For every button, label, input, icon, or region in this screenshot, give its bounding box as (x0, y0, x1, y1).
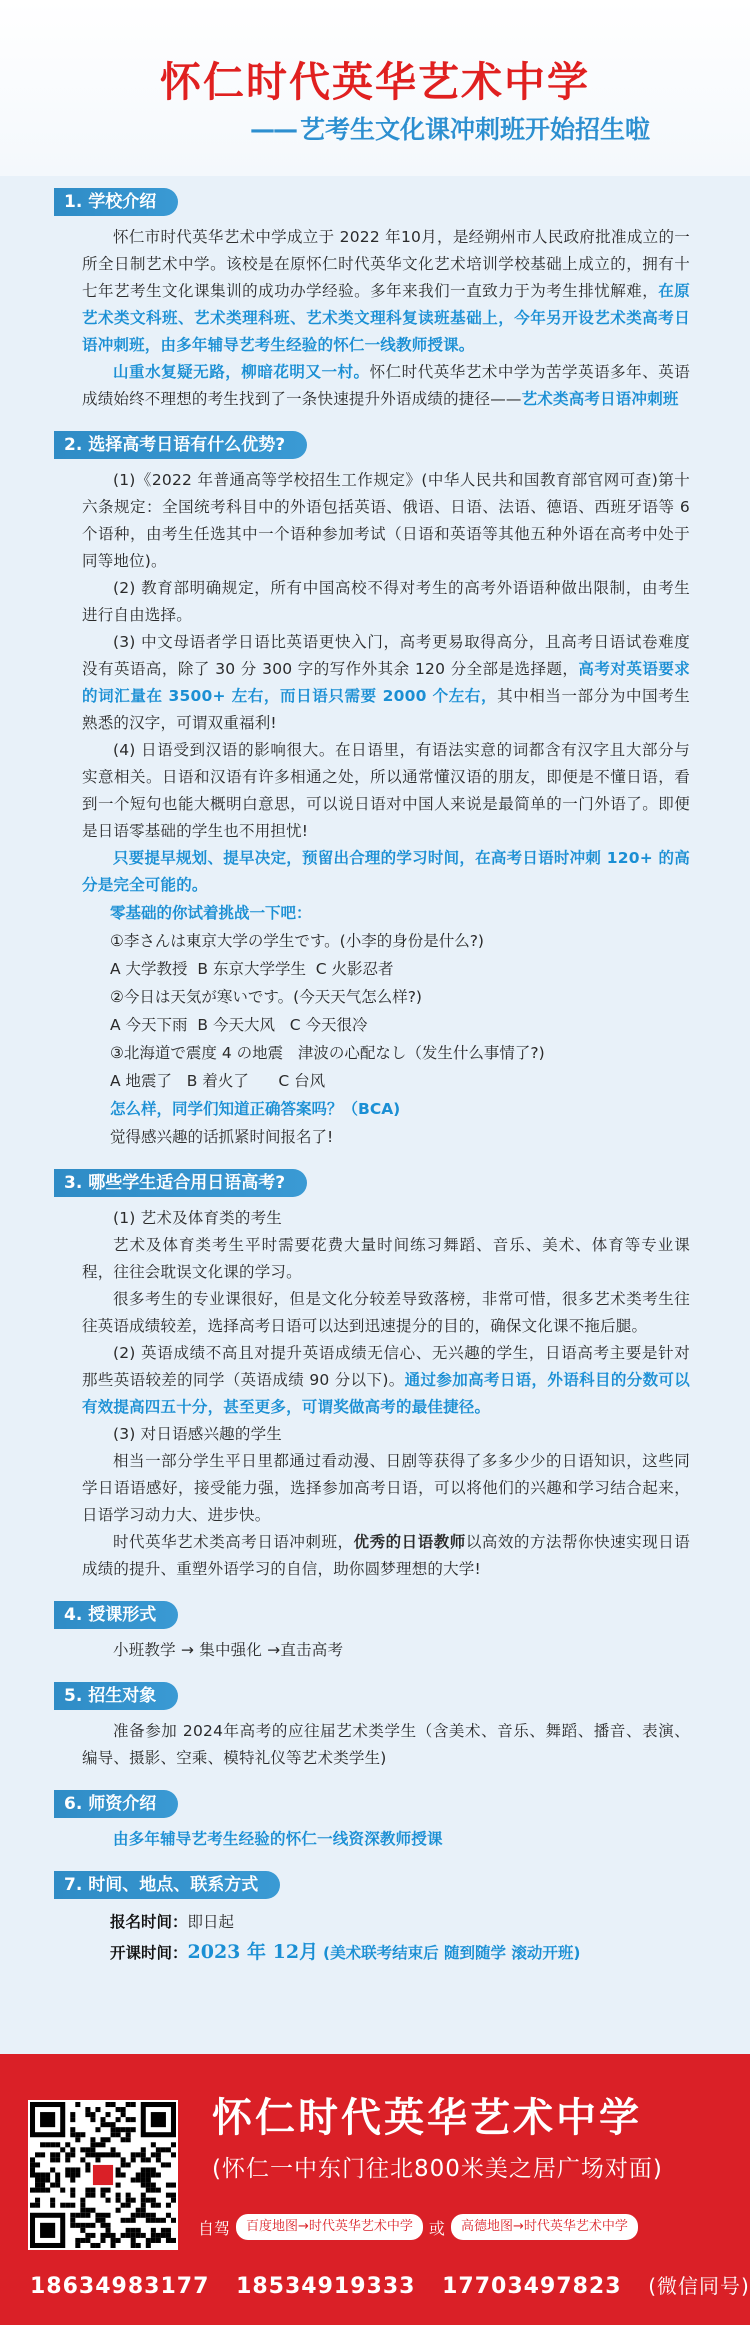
teachers-text: 由多年辅导艺考生经验的怀仁一线资深教师授课 (113, 1830, 443, 1848)
section-contact (54, 1871, 690, 1968)
section-suitable-students (54, 1169, 690, 1583)
suitable-5-text: 时代英华艺术类高考日语冲刺班， (113, 1533, 354, 1551)
registration-value: 即日起 (187, 1913, 235, 1931)
suitable-5-text-end: 以高效的方法帮你快速实现日语成绩的提升、重塑外语学习的自信，助你圆梦理想的大学! (82, 1533, 690, 1578)
course-start-note: (美术联考结束后 随到随学 滚动开班) (323, 1944, 581, 1962)
section-tag-1: 1. 学校介绍 (54, 188, 178, 216)
registration-time (110, 1907, 690, 1937)
course-start-label: 开课时间： (110, 1944, 188, 1962)
amap-route[interactable]: 高德地图→时代英华艺术中学 (451, 2214, 638, 2240)
advantage-1: (1)《2022 年普通高等学校招生工作规定》(中华人民共和国教育部官网可查)第十六条规定：全国统考科目中的外语包括英语、俄语、日语、法语、德语、西班牙语等 6 个语种，由考生任选其中一个语种参加考试（日语和英语等其他五种外语在高考中处于同等地位)。 (82, 471, 690, 570)
suitable-paragraph-2: 很多考生的专业课很好，但是文化分较差导致落榜，非常可惜，很多艺术类考生往往英语成绩较差，选择高考日语可以达到迅速提分的目的，确保文化课不拖后腿。 (82, 1290, 690, 1335)
subtitle-dash: —— (249, 115, 296, 144)
advantage-3-text: (3) 中文母语者学日语比英语更快入门，高考更易取得高分，且高考日语试卷难度没有英语高，除了 30 分 300 字的写作外其余 120 分全部是选择题， (82, 633, 690, 678)
suitable-3-text: (2) 英语成绩不高且对提升英语成绩无信心、无兴趣的学生，日语高考主要是针对那些英语较差的同学（英语成绩 90 分以下)。 (82, 1344, 690, 1389)
suitable-paragraph-4: 相当一部分学生平日里都通过看动漫、日剧等获得了多多少少的日语知识，这些同学日语语感好，接受能力强，选择参加高考日语，可以将他们的兴趣和学习结合起来，日语学习动力大、进步快。 (82, 1452, 690, 1524)
teaching-format-text: 小班教学 → 集中强化 →直击高考 (113, 1641, 344, 1659)
suitable-5-bold: 优秀的日语教师 (353, 1533, 466, 1551)
qr-code (28, 2100, 178, 2250)
section-tag-5: 5. 招生对象 (54, 1682, 178, 1710)
quiz-question-2: ②今日は天気が寒いです。(今天天气怎么样?) (110, 988, 422, 1006)
intro-highlight-3: 艺术类高考日语冲刺班 (521, 390, 679, 408)
advantage-5-highlight: 只要提早规划、提早决定，预留出合理的学习时间，在高考日语时冲刺 120+ 的高分是完全可能的。 (82, 849, 690, 894)
advantage-4: (4) 日语受到汉语的影响很大。在日语里，有语法实意的词都含有汉字且大部分与实意相关。日语和汉语有许多相通之处，所以通常懂汉语的朋友，即便是不懂日语，看到一个短句也能大概明白意思，可以说日语对中国人来说是最简单的一门外语了。即便是日语零基础的学生也不用担忧! (82, 741, 690, 840)
drive-label: 自驾 (198, 2218, 231, 2238)
quiz-end: 觉得感兴趣的话抓紧时间报名了! (110, 1128, 334, 1146)
phone-3[interactable]: 17703497823 (442, 2274, 622, 2299)
quiz-question-1: ①李さんは東京大学の学生です。(小李的身份是什么?) (110, 932, 484, 950)
suitable-paragraph-1: 艺术及体育类考生平时需要花费大量时间练习舞蹈、音乐、美术、体育等专业课程，往往会耽误文化课的学习。 (82, 1236, 690, 1281)
intro-highlight-2: 山重水复疑无路，柳暗花明又一村。 (113, 363, 370, 381)
section-tag-3: 3. 哪些学生适合用日语高考? (54, 1169, 307, 1197)
header (0, 0, 750, 176)
advantage-3 (82, 629, 690, 737)
section-teachers (54, 1790, 690, 1853)
suitable-3-highlight: 通过参加高考日语，外语科目的分数可以有效提高四五十分，甚至更多，可谓奖做高考的最佳捷径。 (82, 1371, 690, 1416)
course-start-time (110, 1937, 690, 1968)
phone-2[interactable]: 18534919333 (236, 2274, 416, 2299)
section-teaching-format (54, 1601, 690, 1664)
suitable-paragraph-5 (82, 1529, 690, 1583)
baidu-map-route[interactable]: 百度地图→时代英华艺术中学 (236, 2214, 423, 2240)
suitable-heading-1: (1) 艺术及体育类的考生 (113, 1209, 282, 1227)
section-tag-4: 4. 授课形式 (54, 1601, 178, 1629)
intro-paragraph-2 (82, 359, 690, 413)
intro-text: 怀仁市时代英华艺术中学成立于 2022 年10月，是经朔州市人民政府批准成立的一所全日制艺术中学。该校是在原怀仁时代英华文化艺术培训学校基础上成立的，拥有十七年艺考生文化课集训的成功办学经验。多年来我们一直致力于为考生排忧解难， (82, 228, 690, 300)
page-title: 怀仁时代英华艺术中学 (160, 58, 590, 106)
footer (0, 2054, 750, 2325)
content (0, 176, 750, 1968)
footer-school-name: 怀仁时代英华艺术中学 (212, 2095, 642, 2141)
quiz-answer-key: 怎么样，同学们知道正确答案吗？（BCA) (110, 1100, 401, 1118)
section-enrollment-target (54, 1682, 690, 1772)
page-subtitle (100, 117, 650, 142)
quiz-answer-2: A 今天下雨 B 今天大风 C 今天很冷 (110, 1016, 368, 1034)
qr-code-icon (30, 2102, 176, 2248)
intro-paragraph-1 (82, 224, 690, 359)
quiz-intro: 零基础的你试着挑战一下吧： (110, 904, 312, 922)
enrollment-target-text: 准备参加 2024年高考的应往届艺术类学生（含美术、音乐、舞蹈、播音、表演、编导、摄影、空乘、模特礼仪等艺术类学生) (82, 1722, 690, 1767)
phone-1[interactable]: 18634983177 (30, 2274, 210, 2299)
quiz-question-3: ③北海道で震度 4 の地震 津波の心配なし（发生什么事情了?) (110, 1044, 545, 1062)
or-label: 或 (428, 2218, 445, 2238)
wechat-note: (微信同号) (648, 2274, 750, 2298)
quiz-answer-1: A 大学教授 B 东京大学学生 C 火影忍者 (110, 960, 394, 978)
suitable-paragraph-3 (82, 1340, 690, 1421)
suitable-heading-3: (3) 对日语感兴趣的学生 (113, 1425, 282, 1443)
intro-highlight: 在原艺术类文科班、艺术类理科班、艺术类文理科复读班基础上，今年另开设艺术类高考日语冲刺班，由多年辅导艺考生经验的怀仁一线教师授课。 (82, 282, 691, 354)
section-tag-2: 2. 选择高考日语有什么优势? (54, 431, 307, 459)
section-tag-7: 7. 时间、地点、联系方式 (54, 1871, 280, 1899)
footer-navigation (198, 2214, 644, 2240)
section-japanese-advantages (54, 431, 690, 1151)
course-start-date: 2023 年 12月 (187, 1941, 319, 1963)
registration-label: 报名时间： (110, 1913, 188, 1931)
quiz-answer-3: A 地震了 B 着火了 C 台风 (110, 1072, 326, 1090)
intro-text-2: 怀仁时代英华艺术中学为苦学英语多年、英语成绩始终不理想的考生找到了一条快速提升外语成绩的捷径—— (82, 363, 690, 408)
advantage-2: (2) 教育部明确规定，所有中国高校不得对考生的高考外语语种做出限制，由考生进行自由选择。 (82, 579, 690, 624)
section-tag-6: 6. 师资介绍 (54, 1790, 178, 1818)
footer-address: (怀仁一中东门往北800米美之居广场对面) (212, 2156, 663, 2182)
footer-phones (30, 2276, 750, 2298)
section-school-intro (54, 188, 690, 413)
advantage-3-text-end: 其中相当一部分为中国考生熟悉的汉字，可谓双重福利! (82, 687, 690, 732)
advantage-3-highlight: 高考对英语要求的词汇量在 3500+ 左右，而日语只需要 2000 个左右， (82, 660, 690, 705)
subtitle-text: 艺考生文化课冲刺班开始招生啦 (299, 115, 650, 144)
